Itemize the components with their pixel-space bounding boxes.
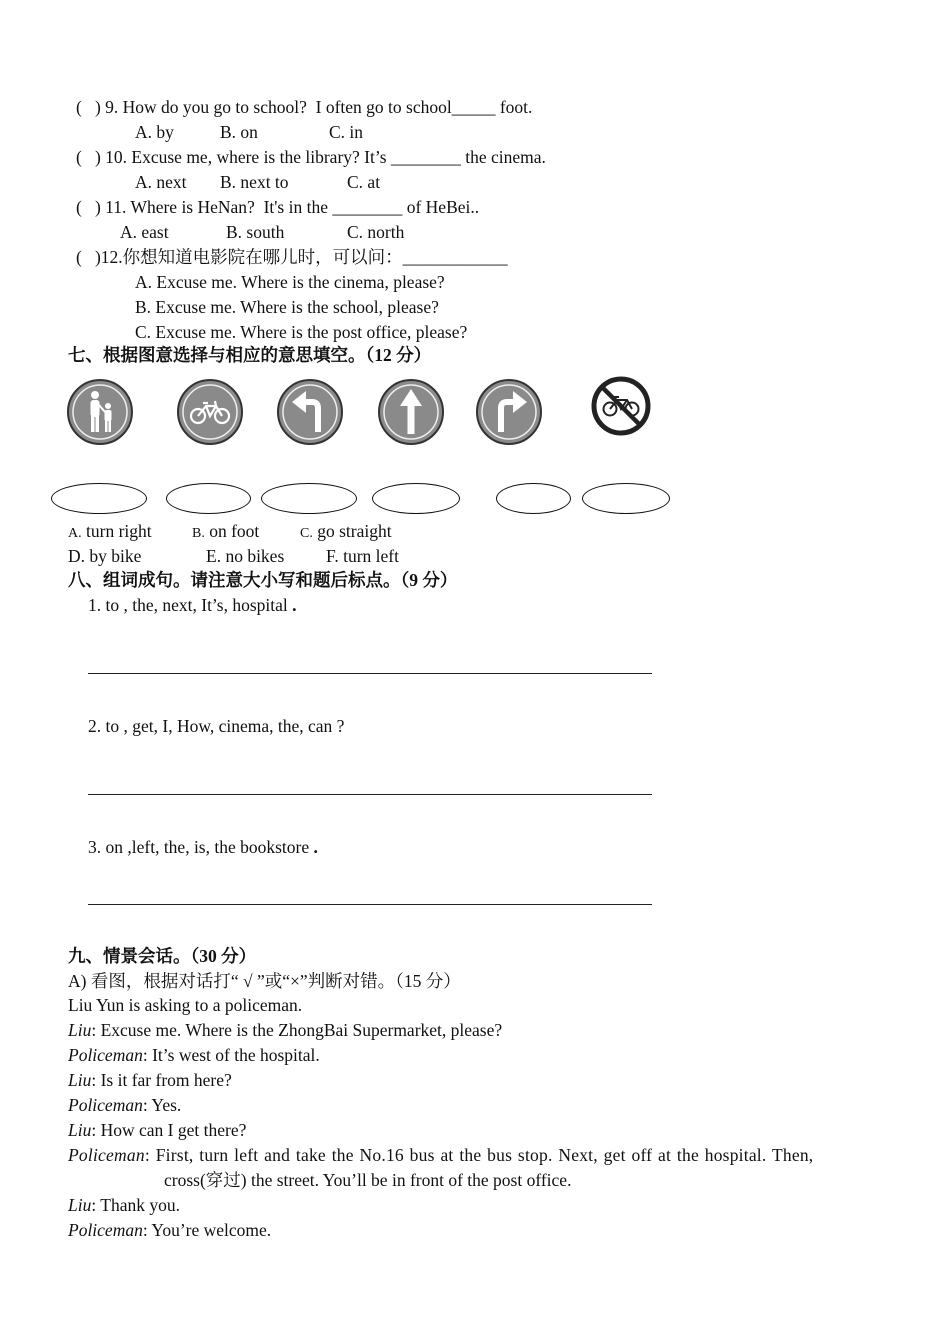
question-9-option-c: C. in <box>329 122 364 142</box>
answer-oval-6[interactable] <box>582 483 670 514</box>
dialogue-line-1: Liu: Excuse me. Where is the ZhongBai Supermarket, please? <box>68 1020 503 1040</box>
dialogue-line-6-continued: cross(穿过) the street. You’ll be in front of the post office. <box>164 1170 572 1190</box>
go-straight-sign-icon <box>377 378 445 446</box>
answer-oval-3[interactable] <box>261 483 357 514</box>
turn-left-sign-icon <box>276 378 344 446</box>
question-11-option-b: B. south <box>226 222 285 242</box>
question-10-option-c: C. at <box>347 172 381 192</box>
no-bikes-sign-icon <box>590 376 652 436</box>
section-7-title: 七、根据图意选择与相应的意思填空。（12 分） <box>68 345 432 365</box>
answer-oval-5[interactable] <box>496 483 571 514</box>
sentence-1-words: 1. to , the, next, It’s, hospital . <box>88 595 297 615</box>
section-8-title: 八、组词成句。请注意大小写和题后标点。（9 分） <box>68 570 458 590</box>
sentence-3-words: 3. on ,left, the, is, the bookstore . <box>88 837 318 857</box>
question-12-option-c: C. Excuse me. Where is the post office, please? <box>135 322 468 342</box>
question-9-option-b: B. on <box>220 122 258 142</box>
option-d: D. by bike <box>68 546 142 566</box>
question-11-stem: ( ) 11. Where is HeNan? It's in the ________ of HeBei.. <box>76 197 480 217</box>
dialogue-line-2: Policeman: It’s west of the hospital. <box>68 1045 320 1065</box>
question-12-option-b: B. Excuse me. Where is the school, please? <box>135 297 439 317</box>
question-9-stem: ( ) 9. How do you go to school? I often go to school_____ foot. <box>76 97 533 117</box>
question-10-option-b: B. next to <box>220 172 289 192</box>
question-11-option-a: A. east <box>120 222 169 242</box>
answer-oval-1[interactable] <box>51 483 147 514</box>
answer-oval-4[interactable] <box>372 483 460 514</box>
question-9-option-a: A. by <box>135 122 174 142</box>
option-f: F. turn left <box>326 546 399 566</box>
option-b: B. on foot <box>192 521 260 541</box>
answer-line-1[interactable] <box>88 673 652 674</box>
part-a-instruction: A) 看图，根据对话打“ √ ”或“×”判断对错。（15 分） <box>68 971 461 991</box>
dialogue-line-7: Liu: Thank you. <box>68 1195 180 1215</box>
bicycle-sign-icon <box>176 378 244 446</box>
dialogue-line-8: Policeman: You’re welcome. <box>68 1220 272 1240</box>
option-a: A. turn right <box>68 521 152 541</box>
question-10-stem: ( ) 10. Excuse me, where is the library? It’s ________ the cinema. <box>76 147 546 167</box>
answer-oval-2[interactable] <box>166 483 251 514</box>
option-c: C. go straight <box>300 521 392 541</box>
pedestrian-sign-icon <box>66 378 134 446</box>
question-12-stem: ( )12.你想知道电影院在哪儿时，可以问：____________ <box>76 247 508 267</box>
answer-line-3[interactable] <box>88 904 652 905</box>
section-9-title: 九、情景会话。（30 分） <box>68 946 257 966</box>
dialogue-intro: Liu Yun is asking to a policeman. <box>68 995 303 1015</box>
turn-right-sign-icon <box>475 378 543 446</box>
question-10-option-a: A. next <box>135 172 187 192</box>
sentence-2-words: 2. to , get, I, How, cinema, the, can ? <box>88 716 345 736</box>
dialogue-line-4: Policeman: Yes. <box>68 1095 182 1115</box>
question-11-option-c: C. north <box>347 222 405 242</box>
dialogue-line-6: Policeman: First, turn left and take the No.16 bus at the bus stop. Next, get off at the hospital. Then, <box>68 1145 814 1165</box>
question-12-option-a: A. Excuse me. Where is the cinema, please? <box>135 272 445 292</box>
dialogue-line-5: Liu: How can I get there? <box>68 1120 247 1140</box>
dialogue-line-3: Liu: Is it far from here? <box>68 1070 232 1090</box>
answer-line-2[interactable] <box>88 794 652 795</box>
option-e: E. no bikes <box>206 546 285 566</box>
